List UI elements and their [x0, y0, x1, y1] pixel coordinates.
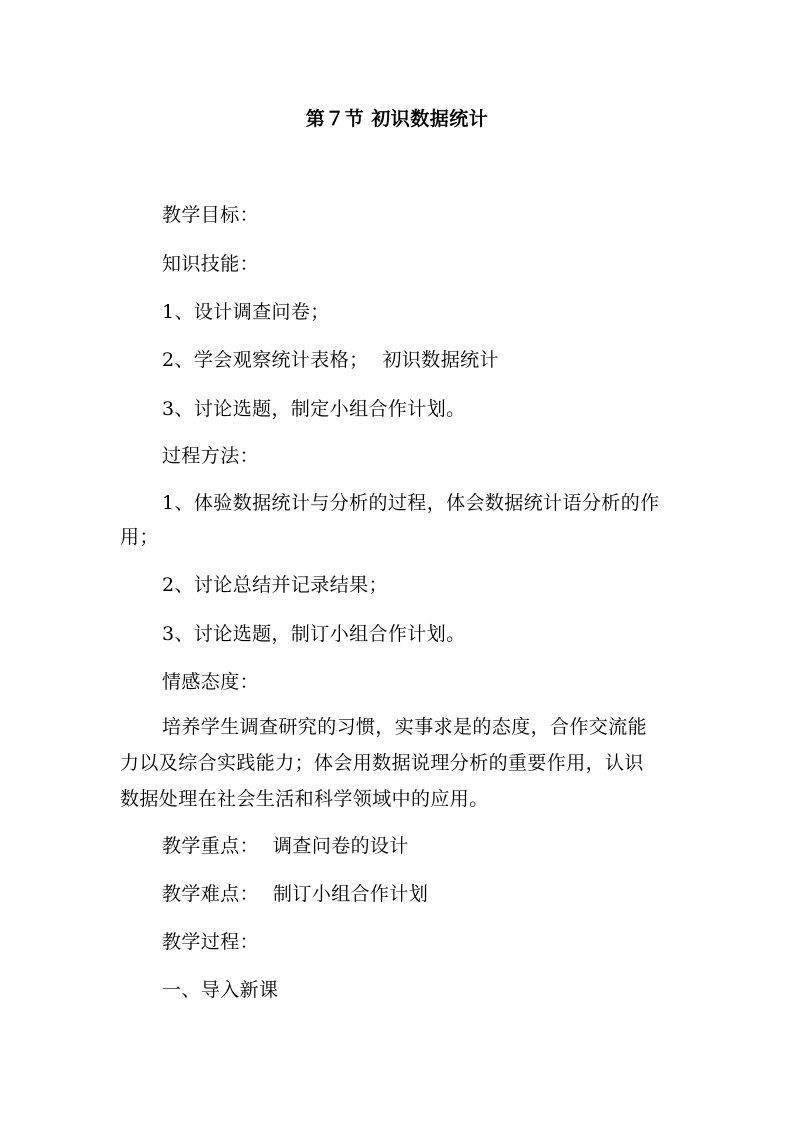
- paragraph-line: 力以及综合实践能力；体会用数据说理分析的重要作用，认识: [120, 752, 644, 774]
- teaching-key-point-value: 调查问卷的设计: [273, 835, 409, 857]
- list-item: [162, 348, 499, 372]
- list-item: 3、讨论选题，制定小组合作计划。: [162, 398, 466, 420]
- section-heading-teaching-process: 教学过程：: [162, 931, 260, 953]
- teaching-key-point: [162, 834, 409, 858]
- paragraph-line: 培养学生调查研究的习惯，实事求是的态度，合作交流能: [162, 716, 648, 738]
- list-item-text: 2、学会观察统计表格；: [162, 349, 369, 371]
- list-item-text-continued: 初识数据统计: [382, 349, 499, 371]
- list-item: 1、体验数据统计与分析的过程，体会数据统计语分析的作: [162, 492, 660, 514]
- subsection-heading-process-methods: 过程方法：: [162, 445, 260, 467]
- page-title: 第７节 初识数据统计: [305, 108, 489, 130]
- teaching-difficulty: [162, 882, 428, 906]
- paragraph-line: 数据处理在社会生活和科学领域中的应用。: [120, 788, 489, 810]
- subsection-heading-knowledge-skills: 知识技能：: [162, 253, 260, 275]
- teaching-difficulty-value: 制订小组合作计划: [273, 883, 429, 905]
- list-item: 1、设计调查问卷；: [162, 301, 330, 323]
- section-heading-teaching-goals: 教学目标：: [162, 204, 260, 226]
- list-item-continuation: 用；: [120, 526, 159, 548]
- teaching-difficulty-label: 教学难点：: [162, 883, 260, 905]
- section-heading-introduction: 一、导入新课: [162, 979, 279, 1001]
- list-item: 3、讨论选题，制订小组合作计划。: [162, 623, 466, 645]
- teaching-key-point-label: 教学重点：: [162, 835, 260, 857]
- subsection-heading-emotion-attitude: 情感态度：: [162, 671, 260, 693]
- list-item: 2、讨论总结并记录结果；: [162, 574, 388, 596]
